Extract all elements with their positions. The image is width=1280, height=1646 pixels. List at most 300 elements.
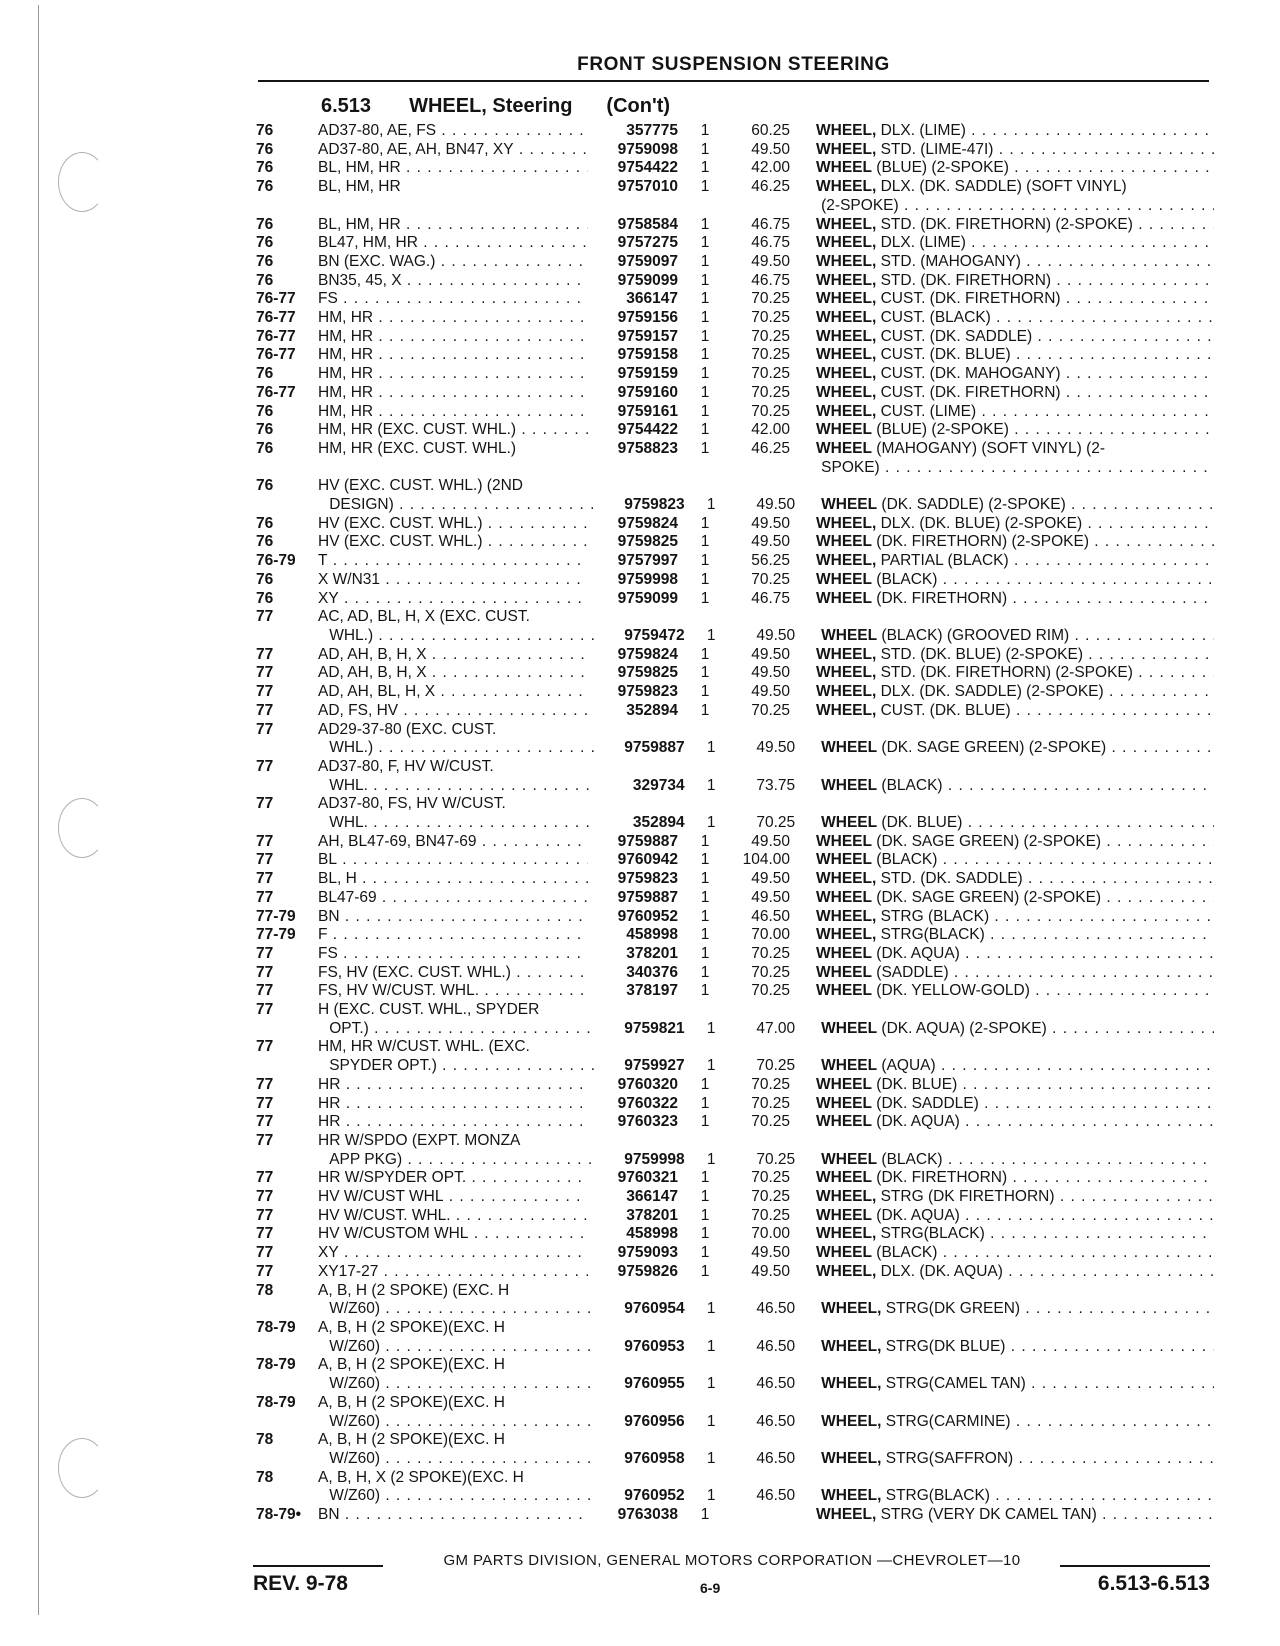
- row-item-text: STD. (DK. FIRETHORN) (2-SPOKE): [880, 215, 1133, 233]
- row-quantity: 1: [700, 1075, 710, 1093]
- row-item-text: CUST. (DK. BLUE): [880, 701, 1011, 719]
- row-item-text: CUST. (DK. FIRETHORN): [880, 383, 1061, 401]
- row-application: [318, 403, 588, 422]
- row-application-text: BL: [318, 851, 337, 869]
- row-part-number: 9759826: [617, 1262, 678, 1280]
- row-item-name: [821, 1375, 1214, 1394]
- row-year: 76: [256, 234, 274, 252]
- row-application-text: WHL.: [329, 814, 368, 832]
- row-item-keyword: WHEEL,: [821, 1449, 882, 1467]
- table-row-continuation: [256, 777, 1214, 796]
- row-part-number: 9759824: [617, 645, 678, 663]
- footer-rule-right: [1060, 1565, 1210, 1567]
- row-price: 42.00: [751, 421, 790, 439]
- row-item-name: [821, 1450, 1214, 1469]
- table-row: [256, 365, 1214, 384]
- row-year: 76: [256, 140, 274, 158]
- row-item-name: [816, 533, 1214, 552]
- row-application-text: BN35, 45, X: [318, 271, 402, 289]
- row-item-name: [821, 627, 1214, 646]
- row-item-keyword: WHEEL,: [816, 252, 877, 270]
- table-row: [256, 552, 1214, 571]
- row-year: 78: [256, 1281, 274, 1299]
- row-item-text: (SADDLE): [876, 963, 949, 981]
- row-quantity: 1: [700, 327, 710, 345]
- row-quantity: 1: [700, 402, 710, 420]
- row-year: 76-77: [256, 327, 296, 345]
- row-part-number: 9759161: [617, 402, 678, 420]
- row-item-keyword: WHEEL,: [821, 1487, 882, 1505]
- row-item-keyword: WHEEL,: [816, 514, 877, 532]
- row-item-keyword: WHEEL: [816, 570, 872, 588]
- row-price: 104.00: [742, 851, 790, 869]
- row-part-number: 9759825: [617, 664, 678, 682]
- row-item-text: (DK. AQUA) (2-SPOKE): [881, 1019, 1047, 1037]
- row-year: 77-79: [256, 926, 296, 944]
- row-item-text: STRG(BLACK): [885, 1487, 990, 1505]
- row-application-text: HM, HR: [318, 383, 374, 401]
- row-application-text: BN: [318, 1506, 340, 1524]
- row-application: [318, 234, 588, 253]
- row-item-keyword: WHEEL: [816, 851, 872, 869]
- row-part-number: 9759887: [617, 832, 678, 850]
- row-year: 77: [256, 1262, 274, 1280]
- row-application: [318, 1431, 588, 1450]
- row-year: 77: [256, 832, 274, 850]
- row-application: [317, 1057, 596, 1076]
- row-part-number: 9759156: [617, 309, 678, 327]
- row-quantity: 1: [700, 589, 710, 607]
- row-part-number: 9760323: [617, 1113, 678, 1131]
- row-application: [318, 1095, 588, 1114]
- row-item-keyword: WHEEL: [816, 439, 872, 457]
- table-row-continuation: [256, 197, 1214, 216]
- row-application: [318, 515, 588, 534]
- row-application-text: W/Z60): [329, 1375, 381, 1393]
- row-application: [318, 440, 588, 459]
- row-item-name: [816, 1244, 1214, 1263]
- table-row: [256, 1394, 1214, 1413]
- row-item-text: (DK. SAGE GREEN) (2-SPOKE): [881, 739, 1107, 757]
- table-row-continuation: [256, 1300, 1214, 1319]
- row-price: 46.75: [751, 215, 790, 233]
- row-item-keyword: WHEEL,: [816, 664, 877, 682]
- table-row: [256, 1207, 1214, 1226]
- row-price: 49.50: [751, 664, 790, 682]
- row-price: 49.50: [751, 1262, 790, 1280]
- row-application: [318, 122, 588, 141]
- row-item-keyword: WHEEL: [816, 963, 872, 981]
- row-item-keyword: WHEEL: [816, 1244, 872, 1262]
- table-row-continuation: [256, 1057, 1214, 1076]
- row-application: [318, 272, 588, 291]
- row-item-text: (AQUA): [881, 1057, 936, 1075]
- table-row: [256, 1506, 1214, 1525]
- row-year: 77: [256, 1169, 274, 1187]
- row-item-name: [809, 459, 1214, 478]
- row-application-text: AD37-80, F, HV W/CUST.: [318, 757, 494, 775]
- row-application-text: XY17-27: [318, 1262, 379, 1280]
- row-price: 49.50: [751, 832, 790, 850]
- table-row: [256, 477, 1214, 496]
- row-application: [318, 159, 588, 178]
- row-price: 49.50: [751, 1244, 790, 1262]
- row-price: 70.25: [751, 346, 790, 364]
- row-part-number: 9763038: [617, 1506, 678, 1524]
- row-year: 77: [256, 982, 274, 1000]
- row-item-name: [821, 1487, 1214, 1506]
- row-part-number: 9760952: [617, 907, 678, 925]
- row-part-number: 9760320: [617, 1075, 678, 1093]
- table-row: [256, 1169, 1214, 1188]
- row-part-number: 9759823: [624, 496, 685, 514]
- row-year: 77: [256, 888, 274, 906]
- row-item-name: [816, 1113, 1214, 1132]
- row-item-text: STRG(CARMINE): [885, 1412, 1011, 1430]
- row-application: [317, 1151, 596, 1170]
- row-application-text: T: [318, 552, 328, 570]
- row-application-text: FS: [318, 944, 338, 962]
- row-year: 76: [256, 439, 274, 457]
- row-item-text: (DK. SADDLE) (2-SPOKE): [881, 496, 1066, 514]
- row-application: [317, 814, 596, 833]
- row-item-keyword: WHEEL: [816, 1075, 872, 1093]
- row-item-keyword: WHEEL: [816, 944, 872, 962]
- row-part-number: 9759998: [624, 1150, 685, 1168]
- row-item-keyword: WHEEL,: [816, 290, 877, 308]
- table-row: [256, 328, 1214, 347]
- row-year: 77: [256, 851, 274, 869]
- row-item-name: [816, 1225, 1214, 1244]
- row-quantity: 1: [700, 1225, 710, 1243]
- row-application: [318, 1282, 588, 1301]
- row-item-name: [816, 178, 1214, 197]
- row-item-text: SPOKE): [821, 458, 880, 476]
- row-application-text: DESIGN): [329, 496, 394, 514]
- table-row: [256, 122, 1214, 141]
- row-year: 77: [256, 608, 274, 626]
- row-application: [318, 590, 588, 609]
- row-item-keyword: WHEEL,: [816, 1506, 877, 1524]
- table-row-continuation: [256, 459, 1214, 478]
- section-heading: [321, 92, 670, 120]
- row-item-name: [816, 1095, 1214, 1114]
- row-price: 49.50: [751, 870, 790, 888]
- row-item-text: DLX. (LIME): [880, 122, 966, 139]
- table-row-continuation: [256, 814, 1214, 833]
- row-application-text: WHL.: [329, 776, 368, 794]
- row-application-text: HR W/SPYDER OPT.: [318, 1169, 467, 1187]
- row-item-text: STD. (MAHOGANY): [880, 252, 1021, 270]
- row-quantity: 1: [700, 1169, 710, 1187]
- row-quantity: 1: [700, 1113, 710, 1131]
- row-item-name: [821, 496, 1214, 515]
- row-year: 76-77: [256, 383, 296, 401]
- row-year: 76-77: [256, 309, 296, 327]
- row-application: [318, 571, 588, 590]
- row-application: [318, 216, 588, 235]
- row-price: 49.50: [756, 626, 796, 644]
- row-application: [317, 1375, 596, 1394]
- row-price: 70.25: [751, 383, 790, 401]
- row-application-text: HM, HR: [318, 309, 374, 327]
- row-item-name: [816, 683, 1214, 702]
- row-item-text: (DK. AQUA): [876, 1113, 960, 1131]
- row-quantity: 1: [700, 439, 710, 457]
- table-row: [256, 683, 1214, 702]
- row-application-text: HV (EXC. CUST. WHL.) (2ND: [318, 477, 523, 495]
- table-row: [256, 1113, 1214, 1132]
- row-year: 78: [256, 1431, 274, 1449]
- table-row: [256, 1319, 1214, 1338]
- row-application-text: AC, AD, BL, H, X (EXC. CUST.: [318, 608, 530, 626]
- row-application-text: FS, HV (EXC. CUST. WHL.): [318, 963, 511, 981]
- row-part-number: 9759093: [617, 1244, 678, 1262]
- row-item-text: STRG(SAFFRON): [885, 1449, 1014, 1467]
- row-part-number: 9759158: [617, 346, 678, 364]
- row-part-number: 352894: [632, 814, 685, 832]
- table-row: [256, 403, 1214, 422]
- row-quantity: 1: [700, 421, 710, 439]
- row-application: [317, 1338, 596, 1357]
- row-item-name: [816, 664, 1214, 683]
- row-quantity: 1: [706, 1337, 716, 1355]
- row-item-keyword: WHEEL,: [821, 1300, 882, 1318]
- row-item-keyword: WHEEL: [816, 888, 872, 906]
- row-application-text: HM, HR: [318, 327, 374, 345]
- row-quantity: 1: [700, 907, 710, 925]
- row-application-text: H (EXC. CUST. WHL., SPYDER: [318, 1001, 540, 1019]
- row-quantity: 1: [700, 1094, 710, 1112]
- table-row: [256, 178, 1214, 197]
- row-quantity: 1: [706, 1375, 716, 1393]
- row-price: 49.50: [751, 533, 790, 551]
- row-application: [317, 1413, 596, 1432]
- row-application: [318, 945, 588, 964]
- row-item-text: (DK. AQUA): [876, 944, 960, 962]
- row-year: 77: [256, 1206, 274, 1224]
- row-application: [318, 795, 588, 814]
- table-row: [256, 1188, 1214, 1207]
- row-item-keyword: WHEEL,: [816, 683, 877, 701]
- row-price: 70.25: [756, 814, 796, 832]
- row-item-text: (BLUE) (2-SPOKE): [876, 421, 1009, 439]
- row-item-text: CUST. (BLACK): [880, 309, 991, 327]
- row-quantity: 1: [700, 514, 710, 532]
- row-application: [318, 1506, 588, 1525]
- row-item-keyword: WHEEL,: [821, 1412, 882, 1430]
- row-price: 46.25: [751, 178, 790, 196]
- row-price: 70.25: [751, 365, 790, 383]
- row-application-text: WHL.): [329, 626, 374, 644]
- row-price: 42.00: [751, 159, 790, 177]
- table-row: [256, 216, 1214, 235]
- row-item-keyword: WHEEL,: [816, 1188, 877, 1206]
- row-part-number: 458998: [626, 926, 678, 944]
- row-application: [318, 1001, 588, 1020]
- row-application: [317, 1450, 596, 1469]
- row-item-text: DLX. (DK. AQUA): [880, 1262, 1003, 1280]
- row-item-keyword: WHEEL: [816, 1169, 872, 1187]
- row-application-text: HV (EXC. CUST. WHL.): [318, 514, 483, 532]
- row-application-text: BL, HM, HR: [318, 159, 401, 177]
- row-item-text: STRG (DK FIRETHORN): [880, 1188, 1055, 1206]
- row-application-text: BL, H: [318, 870, 357, 888]
- row-application-text: OPT.): [329, 1019, 369, 1037]
- row-part-number: 9754422: [617, 159, 678, 177]
- row-year: 78-79: [256, 1319, 296, 1336]
- row-price: 46.50: [756, 1449, 796, 1467]
- row-item-text: DLX. (DK. SADDLE) (SOFT VINYL): [880, 178, 1127, 196]
- row-year: 77-79: [256, 907, 296, 925]
- row-application: [318, 1356, 588, 1375]
- row-item-text: (BLUE) (2-SPOKE): [876, 159, 1009, 177]
- row-item-keyword: WHEEL: [821, 1057, 878, 1075]
- row-item-name: [816, 403, 1214, 422]
- row-part-number: 9760942: [617, 851, 678, 869]
- row-item-name: [816, 365, 1214, 384]
- row-application-text: APP PKG): [329, 1150, 403, 1168]
- table-row: [256, 1001, 1214, 1020]
- row-item-keyword: WHEEL: [816, 832, 872, 850]
- row-application-text: HM, HR: [318, 346, 374, 364]
- row-application-text: A, B, H (2 SPOKE)(EXC. H: [318, 1431, 505, 1449]
- row-price: 49.50: [751, 252, 790, 270]
- row-part-number: 378197: [626, 982, 678, 1000]
- row-item-text: CUST. (DK. BLUE): [880, 346, 1011, 364]
- row-item-text: DLX. (DK. SADDLE) (2-SPOKE): [880, 683, 1104, 701]
- row-item-name: [821, 1151, 1214, 1170]
- row-item-text: (DK. SADDLE): [876, 1094, 979, 1112]
- table-row-continuation: [256, 1487, 1214, 1506]
- row-item-name: [816, 1169, 1214, 1188]
- row-quantity: 1: [700, 215, 710, 233]
- table-row: [256, 945, 1214, 964]
- row-item-text: (DK. FIRETHORN): [876, 1169, 1008, 1187]
- row-quantity: 1: [700, 309, 710, 327]
- row-part-number: 9759099: [617, 589, 678, 607]
- row-price: 70.25: [751, 309, 790, 327]
- row-application-text: AD37-80, AE, FS: [318, 122, 437, 139]
- row-application-text: BN (EXC. WAG.): [318, 252, 436, 270]
- row-application-text: HV (EXC. CUST. WHL.): [318, 533, 483, 551]
- table-row: [256, 290, 1214, 309]
- row-item-keyword: WHEEL: [816, 1094, 872, 1112]
- row-price: 49.50: [751, 645, 790, 663]
- row-item-text: CUST. (DK. MAHOGANY): [880, 365, 1061, 383]
- table-row: [256, 646, 1214, 665]
- row-item-text: STRG(DK GREEN): [885, 1300, 1021, 1318]
- table-row: [256, 1356, 1214, 1375]
- row-application: [318, 1319, 588, 1338]
- row-item-name: [816, 328, 1214, 347]
- table-row-continuation: [256, 1151, 1214, 1170]
- row-price: 46.50: [756, 1412, 796, 1430]
- row-part-number: 9760953: [624, 1337, 685, 1355]
- table-row: [256, 908, 1214, 927]
- row-quantity: 1: [706, 739, 716, 757]
- binder-hole: [58, 1438, 106, 1498]
- row-item-name: [816, 964, 1214, 983]
- row-item-keyword: WHEEL,: [816, 215, 877, 233]
- row-quantity: 1: [706, 776, 716, 794]
- row-item-name: [816, 440, 1214, 459]
- row-item-text: (DK. BLUE): [876, 1075, 958, 1093]
- row-price: 70.25: [751, 982, 790, 1000]
- row-price: 70.25: [751, 1075, 790, 1093]
- row-quantity: 1: [700, 365, 710, 383]
- row-application: [318, 1469, 588, 1488]
- row-quantity: 1: [706, 1412, 716, 1430]
- row-price: 49.50: [751, 514, 790, 532]
- row-application-text: AD, AH, B, H, X: [318, 664, 427, 682]
- table-row: [256, 1282, 1214, 1301]
- row-application-text: BL, HM, HR: [318, 215, 401, 233]
- table-row: [256, 421, 1214, 440]
- row-year: 77: [256, 944, 274, 962]
- table-row: [256, 346, 1214, 365]
- row-year: 77: [256, 683, 274, 701]
- row-application: [318, 1169, 588, 1188]
- row-item-text: STD. (DK. FIRETHORN) (2-SPOKE): [880, 664, 1133, 682]
- row-quantity: 1: [700, 178, 710, 196]
- table-row: [256, 889, 1214, 908]
- row-item-text: STRG(DK BLUE): [885, 1337, 1006, 1355]
- row-item-keyword: WHEEL: [821, 626, 878, 644]
- row-year: 77: [256, 963, 274, 981]
- row-quantity: 1: [700, 570, 710, 588]
- row-item-name: [816, 346, 1214, 365]
- row-application: [318, 646, 588, 665]
- row-item-text: (DK. SAGE GREEN) (2-SPOKE): [876, 888, 1102, 906]
- row-year: 77: [256, 701, 274, 719]
- row-quantity: 1: [700, 383, 710, 401]
- row-item-name: [816, 1263, 1214, 1282]
- row-quantity: 1: [700, 234, 710, 252]
- row-application: [318, 141, 588, 160]
- table-row: [256, 1038, 1214, 1057]
- row-year: 77: [256, 645, 274, 663]
- row-application: [317, 627, 596, 646]
- row-item-keyword: WHEEL,: [816, 870, 877, 888]
- row-year: 78-79: [256, 1356, 296, 1374]
- row-item-text: STRG(BLACK): [880, 926, 985, 944]
- row-price: 46.75: [751, 234, 790, 252]
- row-item-keyword: WHEEL: [821, 1150, 878, 1168]
- row-application-text: AD37-80, FS, HV W/CUST.: [318, 795, 506, 813]
- row-part-number: 9759099: [617, 271, 678, 289]
- row-item-name: [816, 384, 1214, 403]
- row-item-keyword: WHEEL,: [816, 140, 877, 158]
- table-row: [256, 964, 1214, 983]
- row-item-keyword: WHEEL,: [816, 271, 877, 289]
- row-application-text: HM, HR: [318, 365, 374, 383]
- row-quantity: 1: [706, 1487, 716, 1505]
- row-quantity: 1: [700, 346, 710, 364]
- row-application-text: A, B, H (2 SPOKE) (EXC. H: [318, 1281, 510, 1299]
- row-item-name: [816, 216, 1214, 235]
- row-part-number: 340376: [626, 963, 678, 981]
- table-row-continuation: [256, 1413, 1214, 1432]
- row-item-text: DLX. (LIME): [880, 234, 966, 252]
- row-application-text: W/Z60): [329, 1337, 381, 1355]
- row-quantity: 1: [700, 552, 710, 570]
- row-part-number: 9754422: [617, 421, 678, 439]
- row-price: 46.25: [751, 439, 790, 457]
- row-year: 77: [256, 795, 274, 813]
- row-year: 77: [256, 1001, 274, 1019]
- row-price: 60.25: [751, 122, 790, 139]
